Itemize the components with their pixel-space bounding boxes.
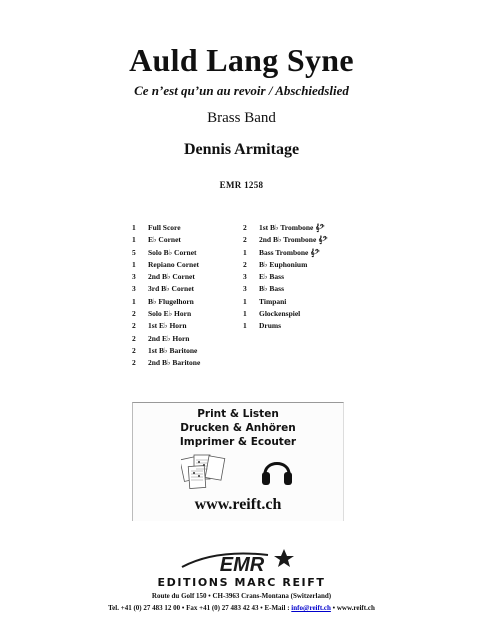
composer: Dennis Armitage [183,141,300,158]
part-quantity: 1 [132,223,136,232]
part-row [243,320,363,332]
part-row [132,345,237,357]
part-quantity: 2 [243,235,247,245]
promo-line: Drucken & Anhören [180,422,296,434]
part-name: Solo B♭ Cornet [148,247,197,257]
ensemble: Brass Band [207,110,276,126]
part-name: E♭ Bass [259,272,285,282]
part-name: Bass Trombone 𝄞𝄢 [259,247,320,257]
part-row [243,271,363,283]
part-quantity: 3 [243,272,247,282]
part-row [243,222,363,234]
part-row [243,234,363,246]
promo-line: Imprimer & Ecouter [179,436,297,448]
part-row [132,247,237,259]
part-name: 1st B♭ Trombone 𝄞𝄢 [259,223,325,232]
part-quantity: 2 [243,259,247,269]
part-name: 3rd B♭ Cornet [148,284,195,294]
contact-prefix: Tel. +41 (0) 27 483 12 00 • Fax +41 (0) 27 483 42 43 • E-Mail : [108,604,292,612]
part-quantity: 3 [243,284,247,294]
headphones-icon [261,454,293,488]
part-quantity: 1 [243,309,247,319]
part-quantity: 1 [132,259,136,269]
part-row [243,259,363,271]
part-name: 2nd B♭ Cornet [148,272,195,282]
publisher-name: EDITIONS MARC REIFT [157,576,326,589]
part-name: 2nd B♭ Baritone [148,358,201,368]
part-name: Repiano Cornet [148,259,200,269]
part-row [243,296,363,308]
part-name: E♭ Cornet [148,235,181,245]
part-quantity: 2 [132,358,136,368]
part-row [243,247,363,259]
part-row [132,357,237,369]
part-name: Timpani [259,296,287,306]
part-row [132,271,237,283]
part-quantity: 1 [132,235,136,245]
part-row [132,234,237,246]
part-quantity: 5 [132,247,136,257]
part-quantity: 1 [243,247,247,257]
part-name: Drums [259,321,282,331]
part-name: 1st E♭ Horn [148,321,187,331]
part-name: 1st B♭ Baritone [148,345,198,355]
sheet-music-icon [181,452,227,490]
part-name: B♭ Flugelhorn [148,296,194,306]
promo-icons [133,452,343,492]
part-row [132,259,237,271]
part-row [243,308,363,320]
title: Auld Lang Syne [129,42,354,78]
part-row [243,283,363,295]
part-name: Solo E♭ Horn [148,309,192,319]
part-quantity: 1 [243,296,247,306]
part-row [132,308,237,320]
promo-url[interactable]: www.reift.ch [194,496,282,513]
part-name: B♭ Euphonium [259,259,308,269]
part-quantity: 3 [132,284,136,294]
catalog-number: EMR 1258 [219,180,264,190]
subtitle: Ce n’est qu’un au revoir / Abschiedslied [134,83,349,98]
part-row [132,333,237,345]
part-name: 2nd E♭ Horn [148,333,190,343]
part-quantity: 2 [132,345,136,355]
promo-line: Print & Listen [197,408,279,420]
contact-suffix: • www.reift.ch [330,604,375,612]
part-quantity: 2 [243,223,247,232]
part-row [132,283,237,295]
part-quantity: 1 [243,321,247,331]
part-row [132,320,237,332]
part-quantity: 2 [132,321,136,331]
part-name: B♭ Bass [259,284,285,294]
part-quantity: 2 [132,333,136,343]
publisher-contact [0,604,483,612]
email-link[interactable]: info@reift.ch [291,604,331,612]
logo-text: EMR [219,554,265,576]
part-quantity: 1 [132,296,136,306]
part-name: Glockenspiel [259,309,301,319]
part-name: 2nd B♭ Trombone 𝄞𝄢 [259,235,328,245]
part-name: Full Score [148,223,181,232]
parts-list-right [243,222,363,333]
parts-list-left [132,222,237,370]
part-quantity: 3 [132,272,136,282]
publisher-address: Route du Golf 150 • CH-3963 Crans-Montana (Switzerland) [151,592,332,600]
part-quantity: 2 [132,309,136,319]
part-row [132,296,237,308]
part-row [132,222,237,234]
print-listen-banner[interactable] [132,402,344,521]
